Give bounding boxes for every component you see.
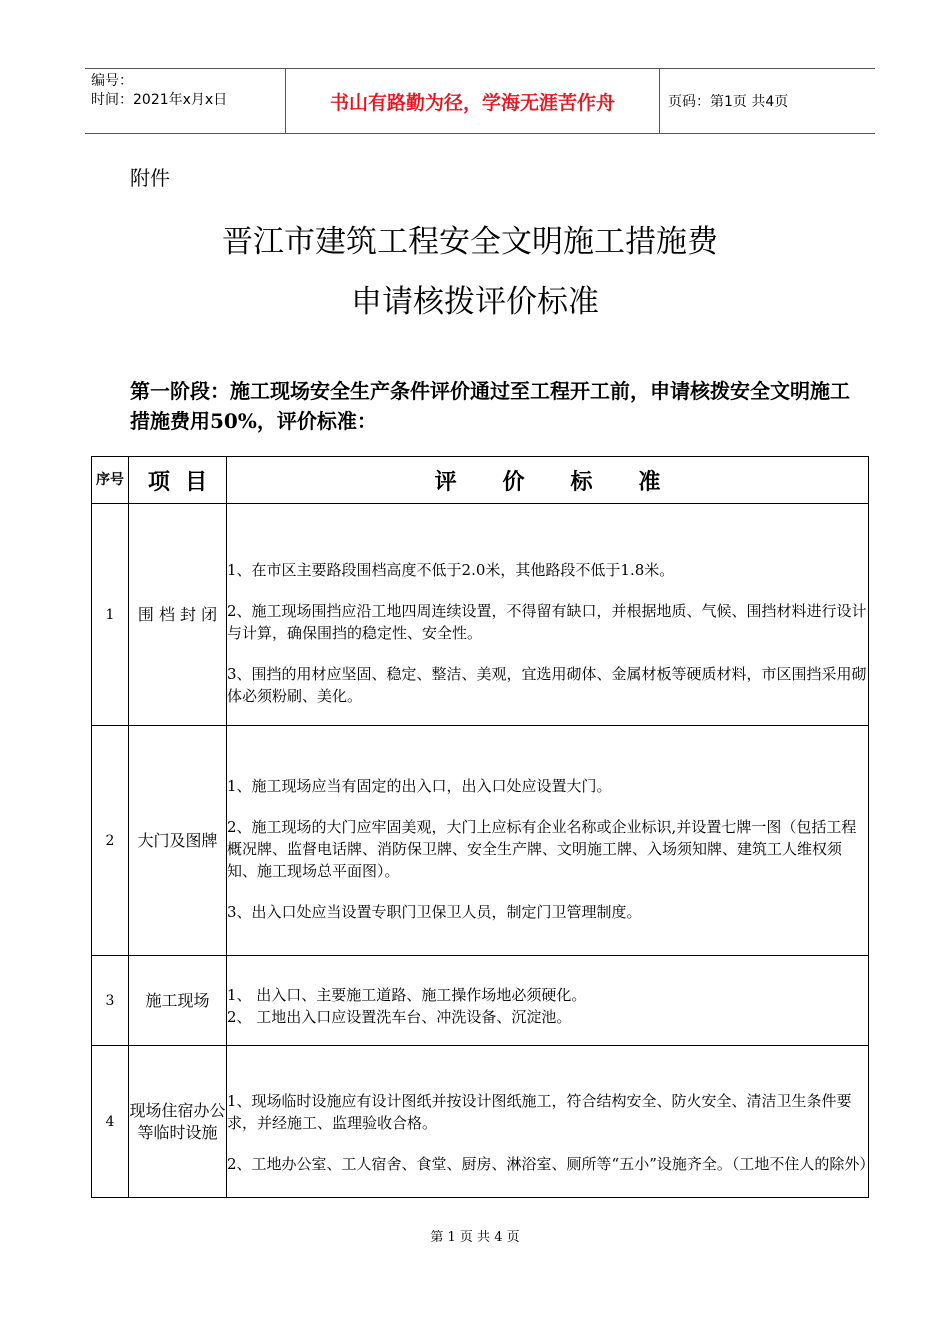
criterion: 1、 出入口、主要施工道路、施工操作场地必须硬化。 (227, 985, 587, 1004)
row-item: 围 档 封 闭 (129, 504, 227, 726)
header-meta (85, 69, 286, 133)
row-item: 施工现场 (129, 956, 227, 1046)
table-header-row (92, 457, 869, 504)
row-number: 1 (92, 504, 129, 726)
row-number: 4 (92, 1046, 129, 1198)
page-header (85, 68, 875, 134)
header-item: 项 目 (129, 457, 227, 504)
table-row (92, 504, 869, 726)
attachment-label: 附件 (130, 166, 170, 190)
header-criteria: 评 价 标 准 (227, 457, 869, 504)
criteria-table (91, 456, 875, 1198)
header-number: 编号： (91, 73, 133, 89)
criterion: 2、施工现场围挡应沿工地四周连续设置，不得留有缺口，并根据地质、气候、围挡材料进行设计与计算，确保围挡的稳定性、安全性。 (227, 601, 867, 642)
row-criteria (227, 956, 869, 1046)
page-footer: 第 1 页 共 4 页 (430, 1230, 520, 1245)
row-criteria (227, 726, 869, 956)
criterion: 3、出入口处应当设置专职门卫保卫人员，制定门卫管理制度。 (227, 902, 642, 921)
header-page: 页码：第1页 共4页 (668, 94, 789, 110)
table-row (92, 726, 869, 956)
table-row (92, 956, 869, 1046)
row-item: 现场住宿办公等临时设施 (129, 1046, 227, 1198)
stage-description: 第一阶段：施工现场安全生产条件评价通过至工程开工前，申请核拨安全文明施工措施费用50%，评价标准： (130, 379, 850, 433)
document-title-line2: 申请核拨评价标准 (351, 284, 599, 320)
header-seq: 序号 (92, 457, 129, 504)
header-motto: 书山有路勤为径，学海无涯苦作舟 (286, 69, 660, 133)
row-item: 大门及图牌 (129, 726, 227, 956)
criterion: 2、施工现场的大门应牢固美观，大门上应标有企业名称或企业标识,并设置七牌一图（包括工程概况牌、监督电话牌、消防保卫牌、安全生产牌、文明施工牌、入场须知牌、建筑工人维权须知、施工现场总平面图）。 (227, 817, 857, 880)
criterion: 3、围挡的用材应坚固、稳定、整洁、美观，宜选用砌体、金属材板等硬质材料，市区围挡采用砌体必须粉刷、美化。 (227, 664, 867, 705)
criterion: 2、 工地出入口应设置洗车台、冲洗设备、沉淀池。 (227, 1007, 572, 1026)
row-criteria (227, 1046, 875, 1198)
criterion: 1、施工现场应当有固定的出入口，出入口处应设置大门。 (227, 776, 612, 795)
row-number: 2 (92, 726, 129, 956)
row-number: 3 (92, 956, 129, 1046)
row-criteria (227, 504, 869, 726)
criterion: 1、现场临时设施应有设计图纸并按设计图纸施工，符合结构安全、防火安全、清洁卫生条件要求，并经施工、监理验收合格。 (227, 1092, 852, 1132)
header-time: 时间：2021年x月x日 (91, 92, 228, 108)
criterion: 2、工地办公室、工人宿舍、食堂、厨房、淋浴室、厕所等“五小”设施齐全。（工地不住人的除外） (227, 1155, 875, 1173)
criterion: 1、在市区主要路段围档高度不低于2.0米，其他路段不低于1.8米。 (227, 560, 675, 579)
table-row (92, 1046, 869, 1198)
document-title-line1: 晋江市建筑工程安全文明施工措施费 (222, 224, 718, 260)
